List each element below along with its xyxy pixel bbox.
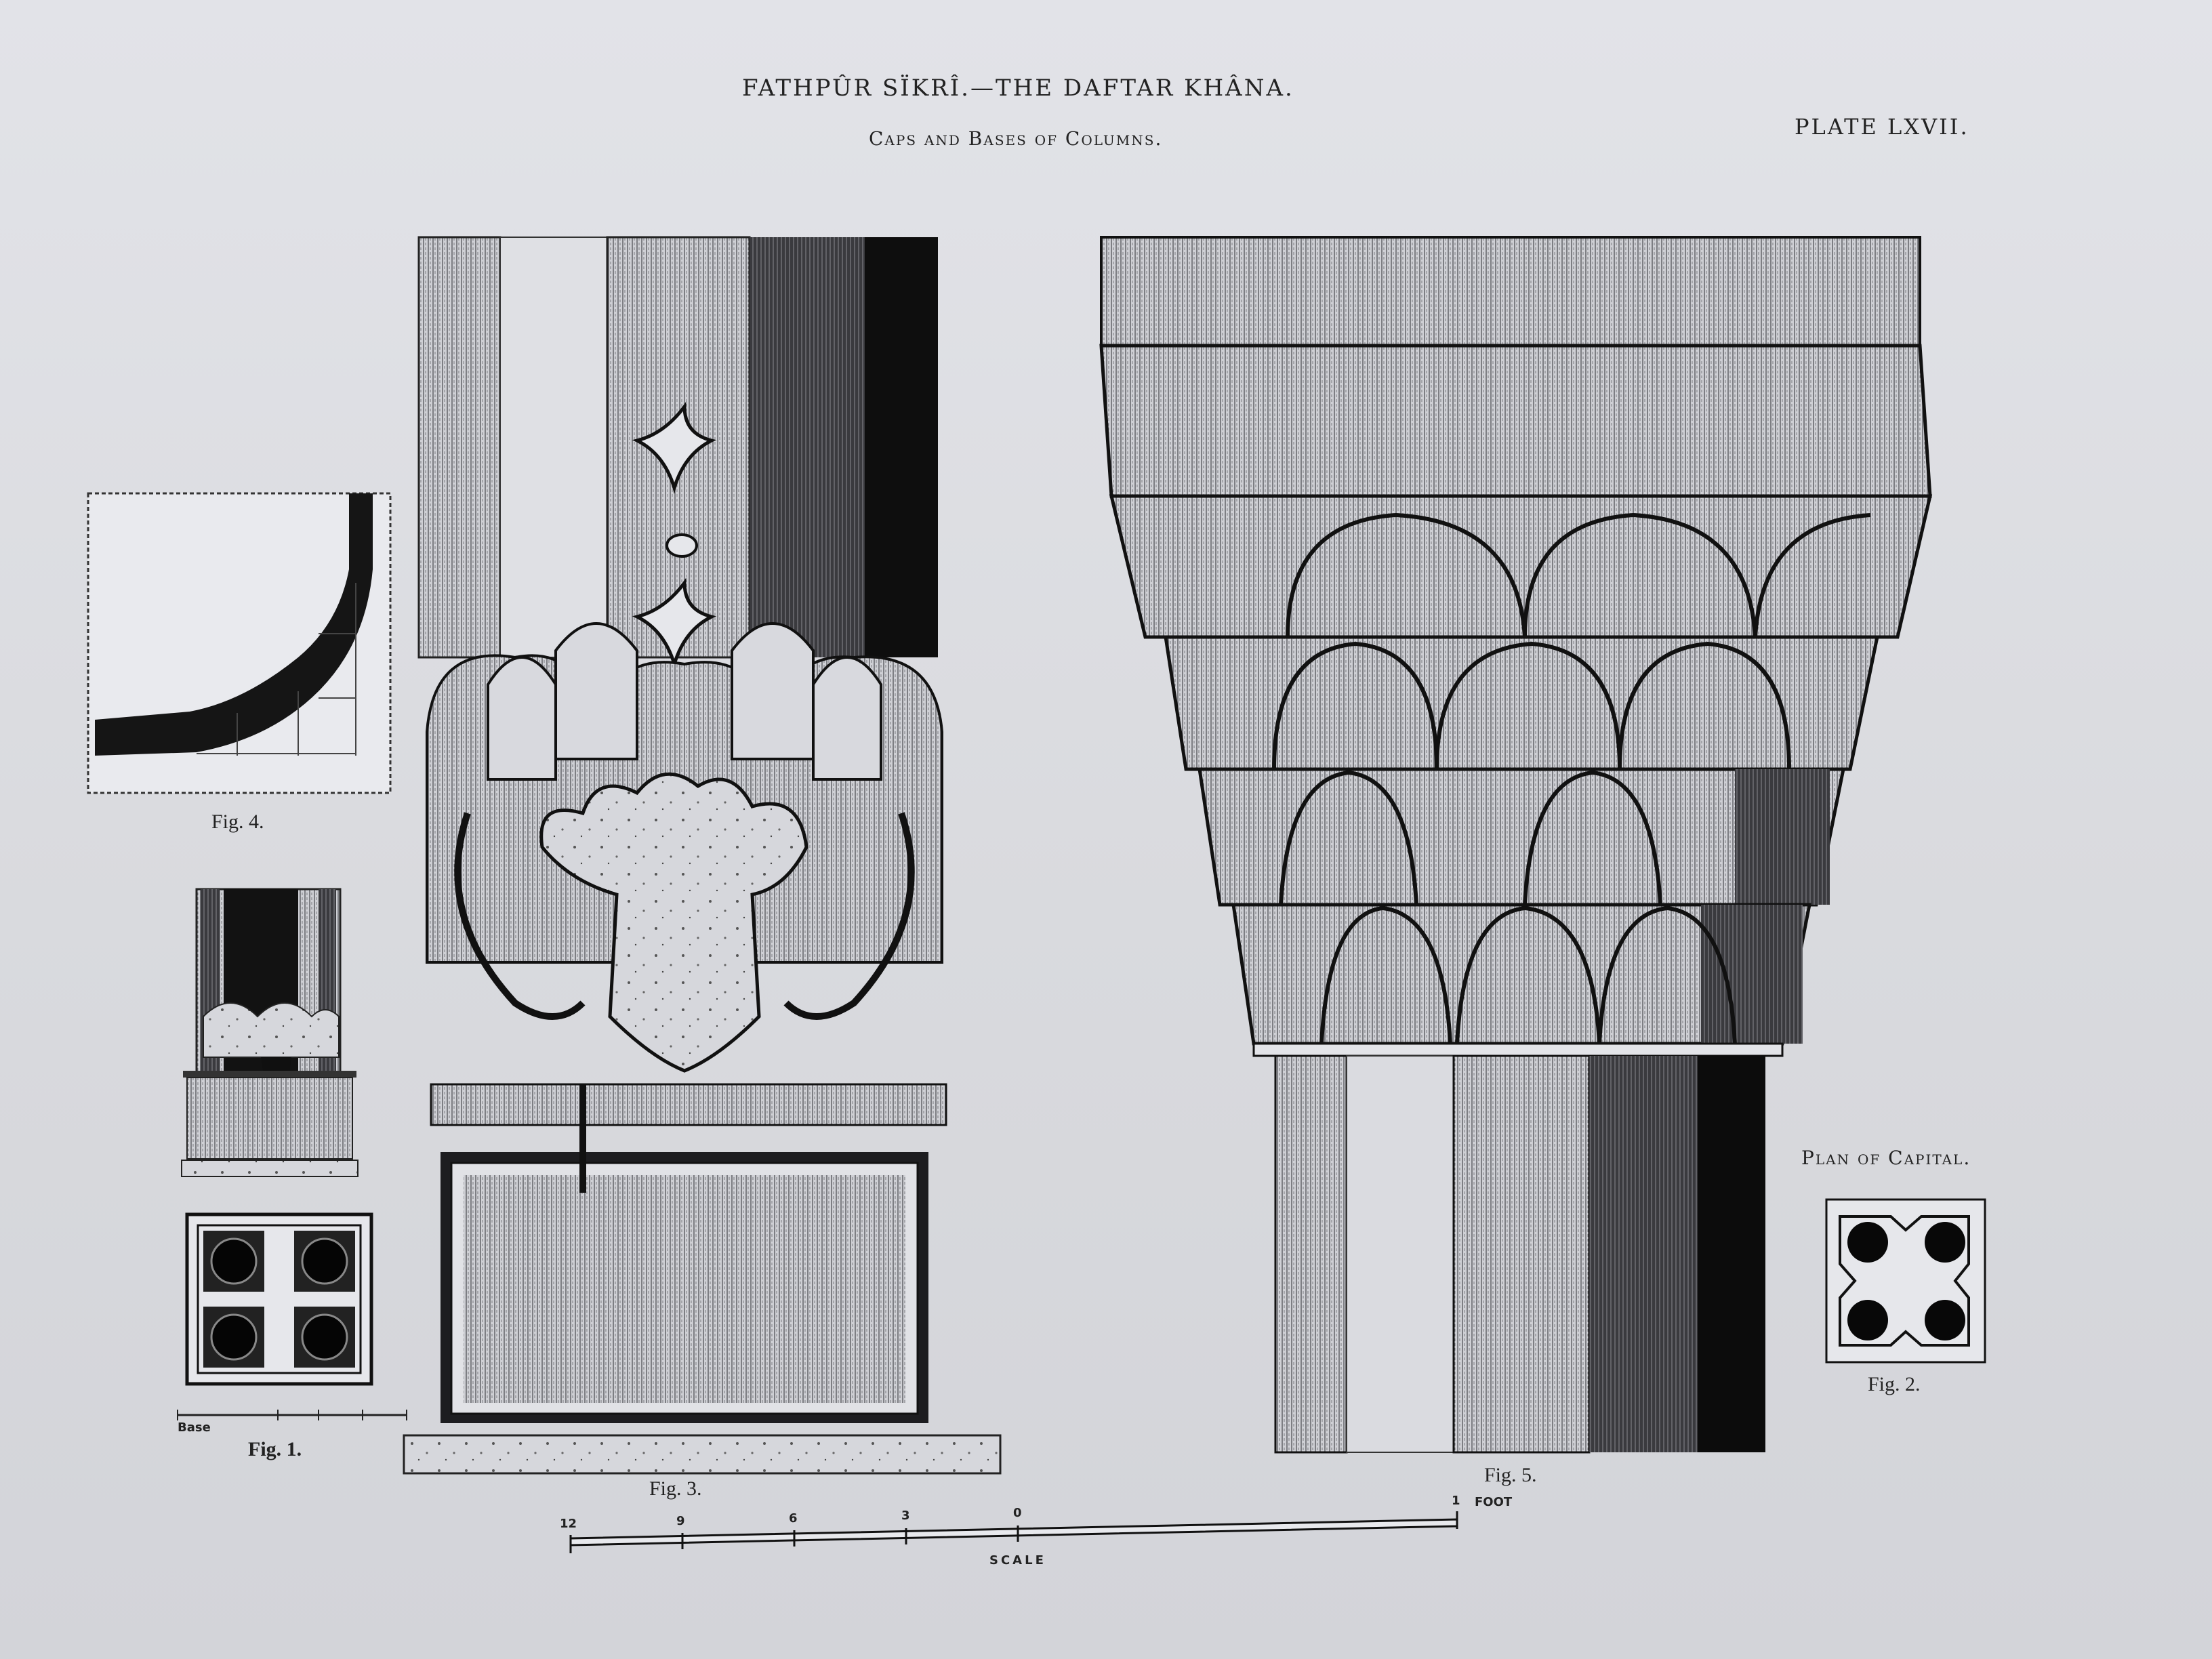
plate-title: FATHPÛR SÏKRÎ.—THE DAFTAR KHÂNA.: [742, 75, 1294, 102]
scale-tick-9: 9: [676, 1514, 685, 1528]
fig5-label: Fig. 5.: [1484, 1464, 1537, 1486]
scale-label: SCALE: [989, 1553, 1046, 1568]
plate-number: PLATE LXVII.: [1795, 114, 1969, 140]
scale-unit-label: FOOT: [1475, 1495, 1513, 1509]
fig5-drawing: [1101, 237, 1930, 1452]
fig1-drawing: [178, 889, 407, 1420]
scale-tick-12: 12: [560, 1517, 577, 1531]
fig3-drawing: [404, 237, 1000, 1473]
fig4-label: Fig. 4.: [211, 811, 264, 833]
plate-subtitle: Caps and Bases of Columns.: [869, 127, 1163, 150]
fig2-label: Fig. 2.: [1868, 1373, 1921, 1395]
scale-tick-6: 6: [789, 1511, 798, 1525]
fig1-scale-label: Base: [178, 1420, 211, 1435]
fig4-drawing: [88, 493, 390, 793]
scale-tick-0: 0: [1013, 1506, 1022, 1520]
fig3-label: Fig. 3.: [649, 1477, 702, 1500]
scale-tick-3: 3: [901, 1509, 910, 1523]
plan-of-capital-label: Plan of Capital.: [1801, 1147, 1971, 1169]
fig2-drawing: [1826, 1200, 1985, 1362]
scale-tick-1: 1: [1452, 1494, 1460, 1508]
fig1-label: Fig. 1.: [248, 1438, 302, 1460]
